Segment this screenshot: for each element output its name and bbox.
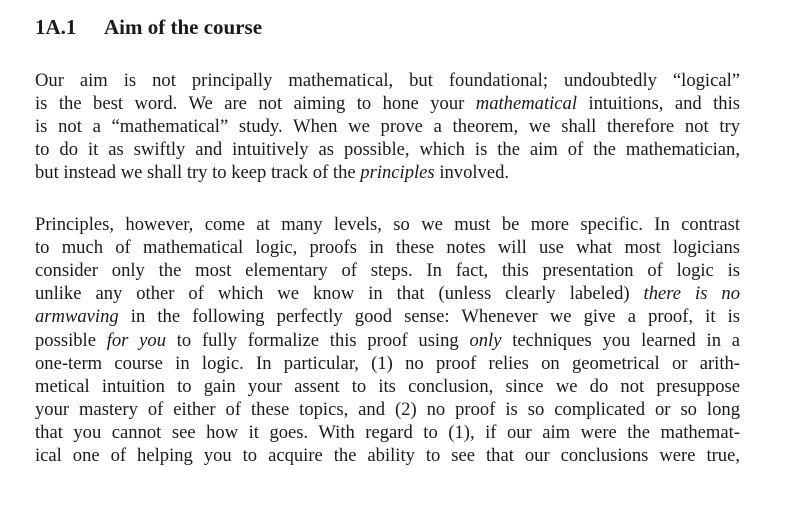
text-span: Our aim is not principally mathematical, but foundational; undoubtedly “logical”: [35, 70, 740, 91]
section-heading: [35, 13, 262, 41]
text-span: intuitions, and this: [577, 93, 740, 115]
text-span: metical intuition to gain your assent to its conclusion, since we do not presuppose: [35, 375, 740, 397]
text-span: consider only the most elementary of steps. In fact, this presentation of logic is: [35, 260, 740, 282]
italic-text: armwaving: [35, 306, 119, 328]
text-span: one-term course in logic. In particular, (1) no proof relies on geometrical or arith-: [35, 352, 740, 374]
text-span: to fully formalize this proof using: [166, 329, 470, 351]
italic-text: only: [469, 329, 502, 351]
paragraph-2-line: [35, 213, 740, 236]
text-span: your mastery of either of these topics, and (2) no proof is so complicated or so long: [35, 398, 740, 420]
paragraph-1-line: [35, 115, 740, 138]
text-span: in the following perfectly good sense: Whenever we give a proof, it is: [118, 306, 740, 328]
text-span: is the best word. We are not aiming to hone your: [35, 93, 476, 115]
paragraph-2-line: [35, 421, 740, 444]
text-span: is not a “mathematical” study. When we prove a theorem, we shall therefore not try: [35, 116, 740, 138]
paragraph-1-line: [35, 138, 740, 161]
text-span: to do it as swiftly and intuitively as possible, which is the aim of the mathematician,: [35, 139, 740, 161]
text-span: possible: [35, 329, 107, 351]
paragraph-2-line: [35, 305, 740, 328]
section-title: Aim of the course: [104, 15, 263, 39]
paragraph-2-line: [35, 236, 740, 259]
section-number: 1A.1: [35, 15, 77, 39]
italic-text: mathematical: [475, 93, 577, 115]
italic-text: there is no: [643, 283, 740, 305]
text-span: unlike any other of which we know in that (unless clearly labeled): [35, 283, 644, 305]
paragraph-1-line: [35, 69, 740, 92]
paragraph-2-line: [35, 398, 740, 421]
paragraph-1-line: [35, 92, 740, 115]
text-span: Principles, however, come at many levels, so we must be more specific. In contrast: [35, 214, 740, 235]
italic-text: principles: [360, 162, 435, 184]
text-span: involved.: [434, 162, 510, 184]
paragraph-1-line: [35, 161, 740, 184]
text-span: to much of mathematical logic, proofs in these notes will use what most logicians: [35, 237, 740, 259]
paragraph-2-line: [35, 282, 740, 305]
paragraph-2-line: [35, 259, 740, 282]
paragraph-2-line: [35, 352, 740, 375]
paragraph-2-line: [35, 375, 740, 398]
paragraph-2-line: [35, 444, 740, 467]
italic-text: for you: [106, 329, 166, 351]
text-span: techniques you learned in a: [501, 329, 740, 351]
text-span: but instead we shall try to keep track of the: [35, 162, 361, 184]
text-span: ical one of helping you to acquire the ability to see that our conclusions were true,: [35, 445, 740, 466]
text-span: that you cannot see how it goes. With regard to (1), if our aim were the mathemat-: [35, 421, 740, 443]
paragraph-2-line: [35, 329, 740, 352]
